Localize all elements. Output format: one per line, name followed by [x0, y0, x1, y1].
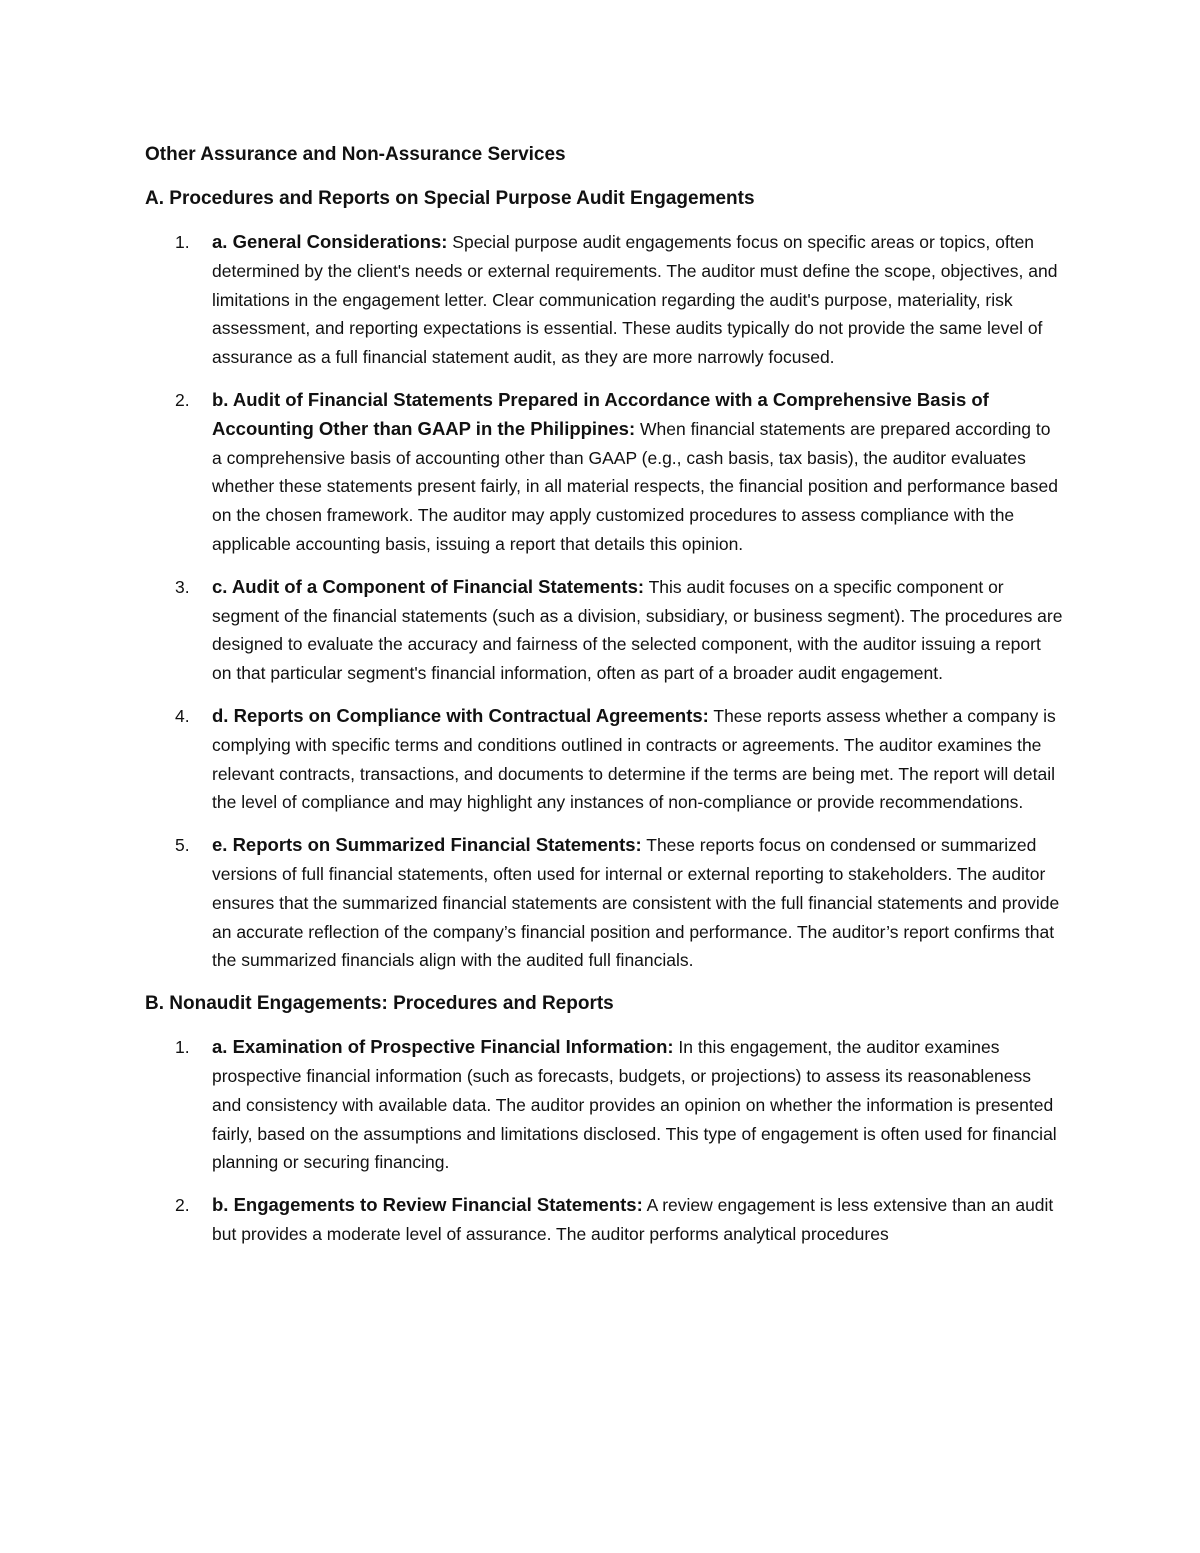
section-heading: B. Nonaudit Engagements: Procedures and Reports	[145, 993, 614, 1015]
section-b-list	[145, 1033, 1065, 1249]
item-lead: b. Audit of Financial Statements Prepared in Accordance with a Comprehensive Basis of Accounting Other than GAAP in the Philippines:	[212, 388, 989, 439]
item-body: These reports focus on condensed or summarized versions of full financial statements, often used for internal or external reporting to stakeholders. The auditor ensures that the summarized financial statements are consistent with the full financial statements and provide an accurate reflection of the company’s financial position and performance. The auditor’s report confirms that the summarized financials align with the audited full financials.	[212, 835, 1060, 971]
list-item	[145, 386, 1065, 559]
list-item	[145, 1191, 1065, 1249]
section-a-list	[145, 228, 1065, 975]
document-page	[145, 140, 1065, 1263]
list-number: 4.	[175, 705, 190, 726]
list-number: 5.	[175, 835, 190, 856]
item-lead: e. Reports on Summarized Financial Statements:	[212, 834, 642, 856]
item-body: These reports assess whether a company is complying with specific terms and conditions outlined in contracts or agreements. The auditor examines the relevant contracts, transactions, and documents to determine if the terms are being met. The report will detail the level of compliance and may highlight any instances of non-compliance or provide recommendations.	[212, 705, 1056, 813]
item-lead: d. Reports on Compliance with Contractual Agreements:	[212, 704, 709, 726]
document-title: Other Assurance and Non-Assurance Services	[145, 144, 566, 165]
section-b	[145, 989, 1065, 1249]
list-item	[145, 831, 1065, 975]
list-number: 3.	[175, 576, 190, 597]
list-number: 2.	[175, 389, 190, 410]
list-number: 1.	[175, 1037, 190, 1058]
item-body: When financial statements are prepared according to a comprehensive basis of accounting other than GAAP (e.g., cash basis, tax basis), the auditor evaluates whether these statements present fairly, in all material respects, the financial position and performance based on the chosen framework. The auditor may apply customized procedures to assess compliance with the applicable accounting basis, issuing a report that details this opinion.	[212, 418, 1058, 554]
list-number: 1.	[175, 232, 190, 252]
item-body: Special purpose audit engagements focus on specific areas or topics, often determined by the client's needs or external requirements. The auditor must define the scope, objectives, and limitations in the engagement letter. Clear communication regarding the audit's purpose, materiality, risk assessment, and reporting expectations is essential. These audits typically do not provide the same level of assurance as a full financial statement audit, as they are more narrowly focused.	[212, 232, 1058, 368]
list-number: 2.	[175, 1195, 190, 1216]
list-item	[145, 228, 1065, 372]
item-lead: c. Audit of a Component of Financial Statements:	[212, 575, 645, 597]
item-body: A review engagement is less extensive than an audit but provides a moderate level of assurance. The auditor performs analytical procedures	[212, 1195, 1054, 1244]
list-item	[145, 573, 1065, 688]
item-lead: a. Examination of Prospective Financial Information:	[212, 1036, 674, 1058]
section-a	[145, 184, 1065, 975]
item-body: This audit focuses on a specific component or segment of the financial statements (such as a division, subsidiary, or business segment). The procedures are designed to evaluate the accuracy and fairness of the selected component, with the auditor issuing a report on that particular segment's financial information, often as part of a broader audit engagement.	[212, 576, 1063, 684]
list-item	[145, 702, 1065, 817]
item-lead: b. Engagements to Review Financial Statements:	[212, 1194, 643, 1216]
item-body: In this engagement, the auditor examines prospective financial information (such as forecasts, budgets, or projections) to assess its reasonableness and consistency with available data. The auditor provides an opinion on whether the information is presented fairly, based on the assumptions and limitations disclosed. This type of engagement is often used for financial planning or securing financing.	[212, 1037, 1057, 1173]
list-item	[145, 1033, 1065, 1177]
section-heading: A. Procedures and Reports on Special Purpose Audit Engagements	[145, 188, 755, 209]
item-lead: a. General Considerations:	[212, 231, 448, 252]
